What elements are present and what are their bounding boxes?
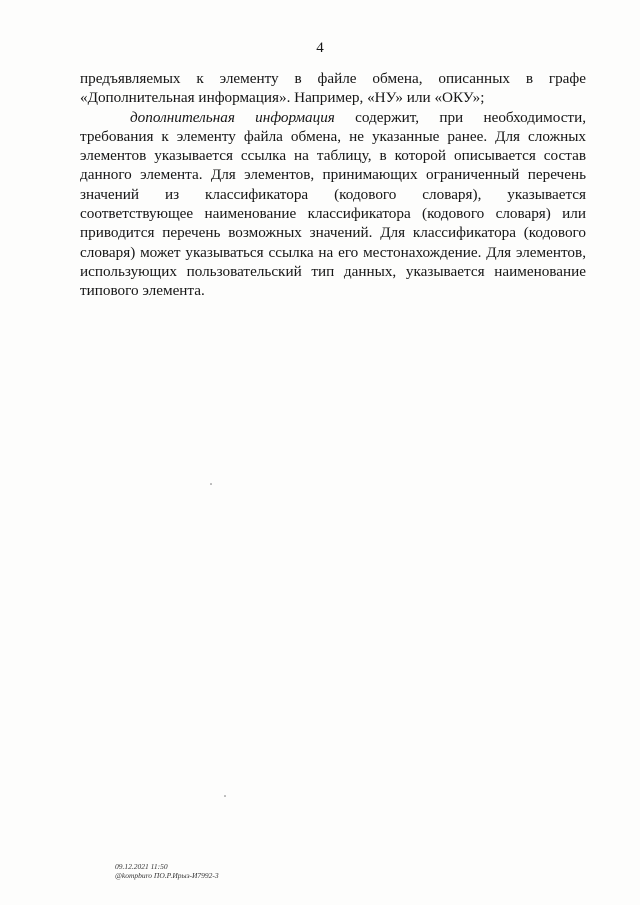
page-number: 4 (316, 40, 324, 56)
footer-date: 09.12.2021 11:50 (115, 862, 168, 871)
paragraph-2-text: содержит, при необходимости, требования к элементу файла обмена, не указанные ранее. Для сложных элементов указывается ссылка на таблицу, в которой описывается состав данного элемента. Для элементов, принимающих ограниченный перечень значений из классификатора (кодового словаря), указывается соответствующее наименование классификатора (кодового словаря) или приводится перечень возможных значений. Для классификатора (кодового словаря) может указываться ссылка на его местонахождение. Для элементов, использующих пользовательский тип данных, указывается наименование типового элемента. (80, 108, 586, 300)
paragraph-1: предъявляемых к элементу в файле обмена, описанных в графе «Дополнительная информация». Например, «НУ» или «ОКУ»; (80, 70, 586, 107)
paragraph-2 (80, 108, 586, 301)
scan-speck (210, 483, 212, 485)
footer-source: @kompburo ПО.Р.Ирыз-И7992-3 (115, 871, 219, 880)
scan-speck (224, 795, 226, 797)
term-additional-information: дополнительная информация (130, 108, 335, 126)
body-text (80, 69, 586, 301)
footer-stamp (115, 862, 219, 880)
